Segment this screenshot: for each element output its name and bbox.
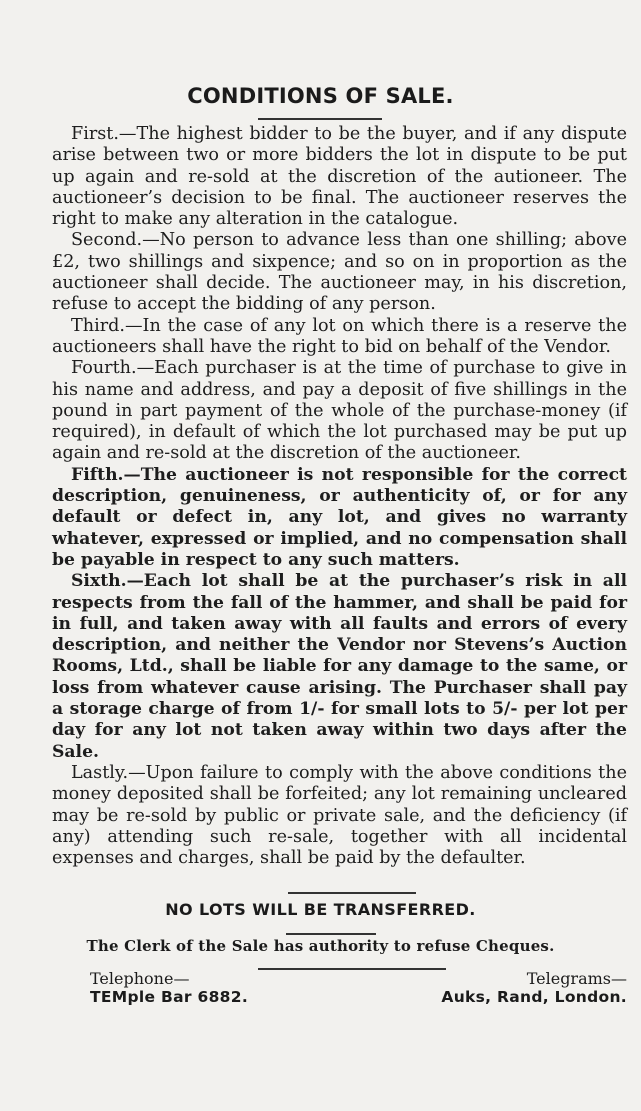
conditions-text <box>52 124 627 869</box>
telegrams-address: Auks, Rand, London. <box>441 988 627 1006</box>
title-divider <box>258 118 382 120</box>
section-divider <box>286 933 376 935</box>
section-divider <box>258 968 446 970</box>
cheques-notice: The Clerk of the Sale has authority to refuse Cheques. <box>86 937 555 955</box>
condition-fifth: Fifth.—The auctioneer is not responsible for the correct description, genuineness, or authenticity of, or for any default or defect in, any lot, and gives no warranty whatever, expressed or implied, and no compensation shall be payable in respect to any such matters. <box>52 464 627 570</box>
condition-lastly: Lastly.—Upon failure to comply with the above conditions the money deposited shall be forfeited; any lot remaining uncleared may be re-sold by public or private sale, and the deficiency (if any) attending such re-sale, together with all incidental expenses and charges, shall be paid by the defaulter. <box>52 762 627 869</box>
telephone-block <box>90 969 248 1007</box>
telephone-number: TEMple Bar 6882. <box>90 988 249 1006</box>
page-title: CONDITIONS OF SALE. <box>187 84 454 108</box>
condition-second: Second.—No person to advance less than one shilling; above £2, two shillings and sixpence; and so on in proportion as the auctioneer shall decide. The auctioneer may, in his discretion, refuse to accept the bidding of any person. <box>52 230 627 315</box>
condition-fourth: Fourth.—Each purchaser is at the time of purchase to give in his name and address, and pay a deposit of five shillings in the pound in part payment of the whole of the purchase-money (if required), in default of which the lot purchased may be put up again and re-sold at the discretion of the auctioneer. <box>52 358 627 464</box>
telephone-label: Telephone— <box>90 969 190 988</box>
telegrams-label: Telegrams— <box>526 969 627 988</box>
condition-third: Third.—In the case of any lot on which there is a reserve the auctioneers shall have the right to bid on behalf of the Vendor. <box>52 315 627 357</box>
telegrams-block <box>441 969 627 1007</box>
condition-sixth: Sixth.—Each lot shall be at the purchaser’s risk in all respects from the fall of the hammer, and shall be paid for in full, and taken away with all faults and errors of every description, and neither the Vendor nor Stevens’s Auction Rooms, Ltd., shall be liable for any damage to the same, or loss from whatever cause arising. The Purchaser shall pay a storage charge of from 1/- for small lots to 5/- per lot per day for any lot not taken away within two days after the Sale. <box>52 571 627 762</box>
condition-first: First.—The highest bidder to be the buyer, and if any dispute arise between two or more bidders the lot in dispute to be put up again and re-sold at the discretion of the autioneer. The auctioneer’s decision to be final. The auctioneer reserves the right to make any alteration in the catalogue. <box>52 124 627 230</box>
no-transfer-notice: NO LOTS WILL BE TRANSFERRED. <box>165 900 476 919</box>
section-divider <box>288 892 416 894</box>
